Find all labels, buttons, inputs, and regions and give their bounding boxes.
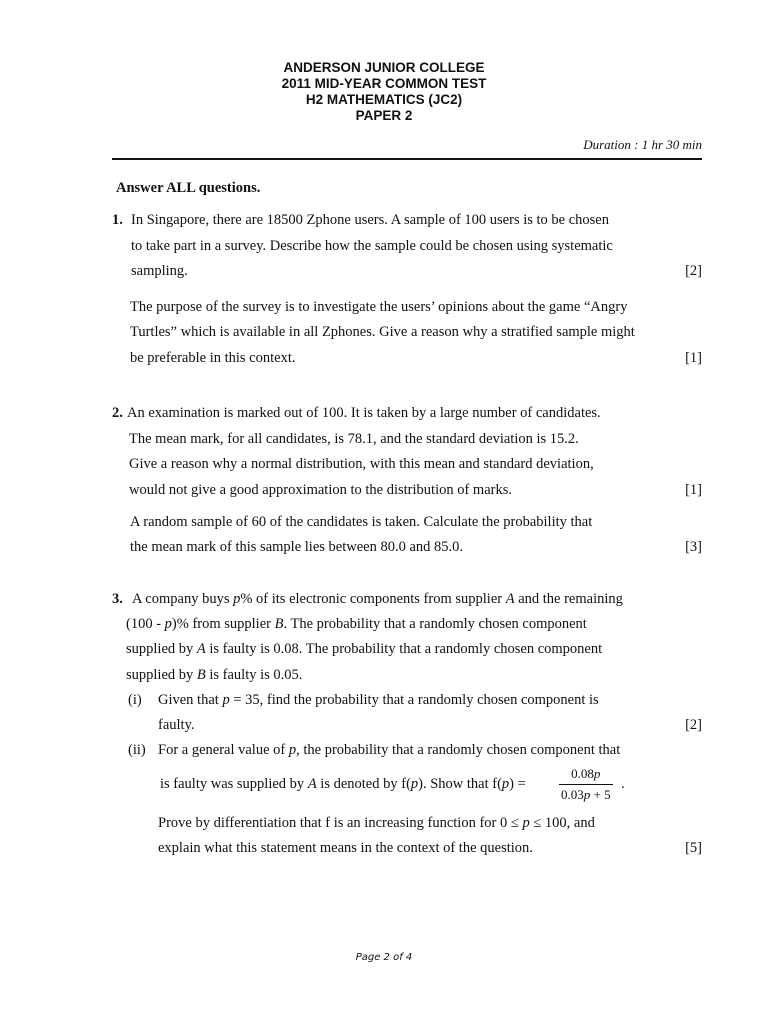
q3-part-ii-line-2: is faulty was supplied by A is denoted by f(p). Show that f(p) = [160,776,526,792]
subject-name: H2 MATHEMATICS (JC2) [305,92,463,107]
fraction-formula [559,766,613,803]
q1-mark-a: [2] [685,263,702,279]
q3-part-ii-line-1: For a general value of p, the probability that a randomly chosen component that [158,742,621,758]
test-name: 2011 MID-YEAR COMMON TEST [281,76,487,91]
q1b-line-1: The purpose of the survey is to investigate the users’ opinions about the game “Angry [130,299,628,315]
q3-part-ii-line-3: Prove by differentiation that f is an increasing function for 0 ≤ p ≤ 100, and [158,815,595,831]
formula-period: . [621,776,625,792]
q2b-line-1: A random sample of 60 of the candidates is taken. Calculate the probability that [130,514,593,530]
q2-number: 2. [112,405,123,421]
q3-mark-ii: [5] [685,840,702,856]
q1-number: 1. [112,212,123,228]
header-rule [112,158,702,160]
q1-mark-b: [1] [685,350,702,366]
q1-line-3: sampling. [131,263,188,279]
q3-part-i-label: (i) [128,692,142,708]
page-number: Page 2 of 4 [355,952,413,963]
q1-line-1: In Singapore, there are 18500 Zphone users. A sample of 100 users is to be chosen [131,212,609,228]
fraction-bar [559,784,613,785]
fraction-numerator: 0.08p [571,766,601,781]
duration: Duration : 1 hr 30 min [583,137,702,152]
q3-line-3: supplied by A is faulty is 0.08. The probability that a randomly chosen component [126,641,603,657]
q2-mark-b: [3] [685,539,702,555]
q3-part-ii-line-4: explain what this statement means in the context of the question. [158,840,533,856]
q2b-line-2: the mean mark of this sample lies between 80.0 and 85.0. [130,539,464,555]
instructions: Answer ALL questions. [116,180,261,196]
q1b-line-2: Turtles” which is available in all Zphones. Give a reason why a stratified sample might [130,324,635,340]
q3-part-i-line-2: faulty. [158,717,195,733]
q2-mark-a: [1] [685,482,702,498]
q2-line-2: The mean mark, for all candidates, is 78.1, and the standard deviation is 15.2. [129,431,579,447]
college-name: ANDERSON JUNIOR COLLEGE [283,60,485,75]
q3-part-ii-label: (ii) [128,742,146,758]
fraction-denominator: 0.03p + 5 [561,787,611,802]
q3-mark-i: [2] [685,717,702,733]
document-header [0,60,768,124]
paper-number: PAPER 2 [355,108,413,123]
q3-line-4: supplied by B is faulty is 0.05. [126,667,303,683]
q3-number: 3. [112,591,123,607]
q2-line-1: An examination is marked out of 100. It is taken by a large number of candidates. [127,405,601,421]
q1-line-2: to take part in a survey. Describe how the sample could be chosen using systematic [131,238,613,254]
q2-line-4: would not give a good approximation to the distribution of marks. [129,482,512,498]
q3-line-2: (100 - p)% from supplier B. The probability that a randomly chosen component [126,616,587,632]
q3-line-1: A company buys p% of its electronic components from supplier A and the remaining [132,591,623,607]
q1b-line-3: be preferable in this context. [130,350,296,366]
q3-part-i-line-1: Given that p = 35, find the probability that a randomly chosen component is [158,692,599,708]
q2-line-3: Give a reason why a normal distribution, with this mean and standard deviation, [129,456,594,472]
